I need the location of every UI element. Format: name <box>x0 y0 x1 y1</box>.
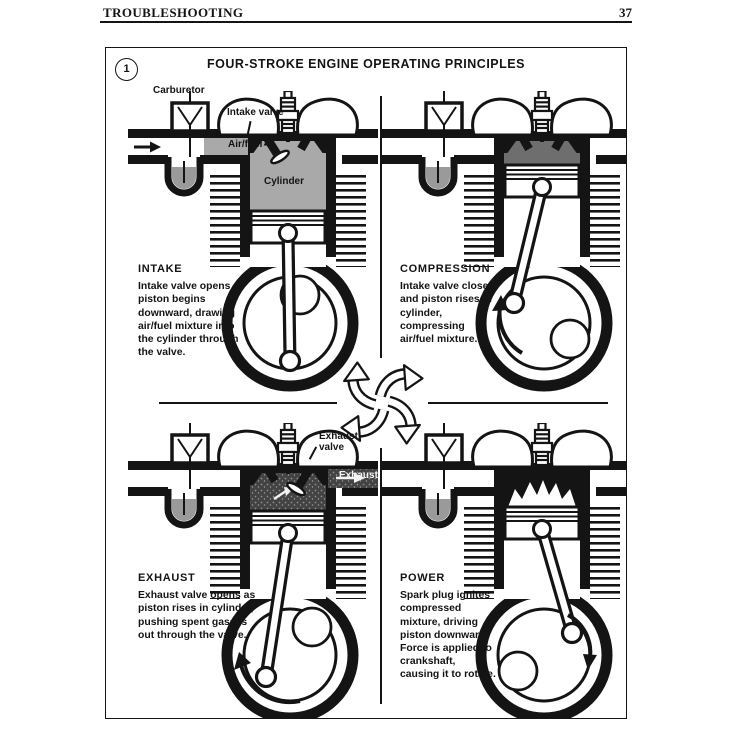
stroke-description-intake: Intake valve opens as piston begins downward, drawing air/fuel mixture into the cylinder through the valve. <box>138 281 245 359</box>
stroke-block-intake <box>138 263 250 359</box>
quadrant-divider-horizontal-right <box>428 402 608 404</box>
crankcase <box>481 581 607 718</box>
figure-box <box>105 47 627 719</box>
intake-flow-arrow <box>150 142 161 153</box>
page-number: 37 <box>619 5 632 20</box>
label-air-fuel: Air/fuel <box>228 140 274 151</box>
stroke-block-compression <box>400 263 496 346</box>
stroke-block-exhaust <box>138 572 256 642</box>
air-fuel-arrow <box>264 139 276 150</box>
stroke-description-power: Spark plug ignites compressed mixture, driving piston downward. Force is applied to crankshaft, causing it to rotate. <box>400 590 496 681</box>
quadrant-divider-horizontal-left <box>159 402 337 404</box>
stroke-description-compression: Intake valve closes and piston rises in cylinder, compressing air/fuel mixture. <box>400 281 495 345</box>
stroke-heading-compression: COMPRESSION <box>400 263 491 275</box>
figure-number-badge: 1 <box>115 58 138 81</box>
header-title: TROUBLESHOOTING <box>103 5 244 20</box>
stroke-heading-intake: INTAKE <box>138 263 183 275</box>
engine-diagram-compression <box>382 91 627 401</box>
label-exhaust: Exhaust <box>339 470 378 481</box>
stroke-block-power <box>400 572 496 682</box>
label-intake-valve: Intake valve <box>227 107 284 118</box>
header-rule <box>100 21 632 23</box>
stroke-description-exhaust: Exhaust valve opens as piston rises in cylinder, pushing spent gasses out through the valve. <box>138 590 256 641</box>
label-cylinder: Cylinder <box>264 176 305 187</box>
label-exhaust-valve: Exhaust valve <box>319 431 358 453</box>
engine-diagram-exhaust <box>128 423 378 719</box>
figure-title: FOUR-STROKE ENGINE OPERATING PRINCIPLES <box>207 57 525 71</box>
label-carburetor: Carburetor <box>153 85 205 96</box>
stroke-heading-power: POWER <box>400 572 446 584</box>
stroke-heading-exhaust: EXHAUST <box>138 572 196 584</box>
